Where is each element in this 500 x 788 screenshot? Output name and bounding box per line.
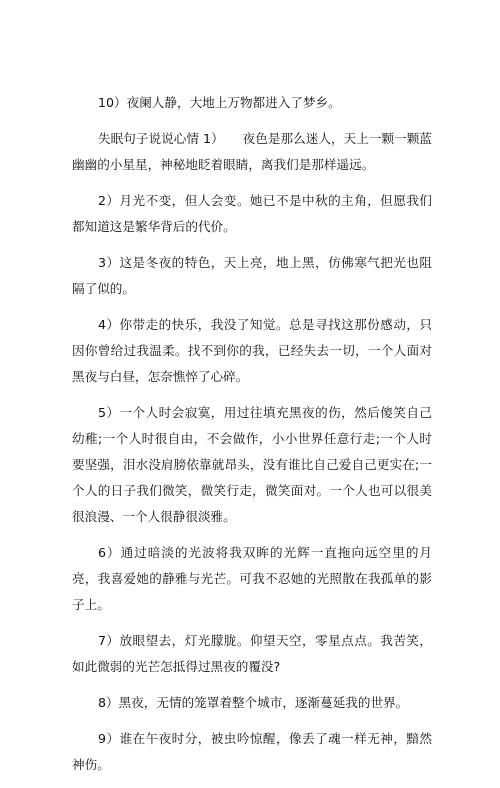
paragraph-1: 失眠句子说说心情 1） 夜色是那么迷人，天上一颗一颗蓝幽幽的小星星，神秘地眨着眼睛，离我们是那样遥远。 <box>72 131 432 172</box>
paragraph-5: 5）一个人时会寂寞，用过往填充黑夜的伤，然后傻笑自己幼稚;一个人时很自由，不会做作，小小世界任意行走;一个人时要坚强，泪水没肩膀依靠就昂头，没有谁比自己爱自己更实在;一个人的日子我们微笑，微笑行走，微笑面对。一个人也可以很美很浪漫、一个人很静很淡雅。 <box>72 405 432 524</box>
paragraph-9: 9）谁在午夜时分，被虫吟惊醒，像丢了魂一样无神，黯然神伤。 <box>72 731 432 772</box>
document-body <box>72 90 432 788</box>
paragraph-4: 4）你带走的快乐，我没了知觉。总是寻找这那份感动，只因你曾给过我温柔。找不到你的我，已经失去一切，一个人面对黑夜与白昼，怎奈憔悴了心碎。 <box>72 317 432 384</box>
paragraph-2: 2）月光不变，但人会变。她已不是中秋的主角，但愿我们都知道这是繁华背后的代价。 <box>72 193 432 234</box>
paragraph-6: 6）通过暗淡的光波将我双眸的光辉一直拖向远空里的月亮，我喜爱她的静雅与光芒。可我不忍她的光照散在我孤单的影子上。 <box>72 545 432 612</box>
paragraph-7: 7）放眼望去，灯光朦胧。仰望天空，零星点点。我苦笑，如此微弱的光芒怎抵得过黑夜的覆没? <box>72 633 432 674</box>
paragraph-10: 10）夜阑人静，大地上万物都进入了梦乡。 <box>98 95 341 110</box>
paragraph-8: 8）黑夜，无情的笼罩着整个城市，逐渐蔓延我的世界。 <box>98 695 409 710</box>
paragraph-3: 3）这是冬夜的特色，天上亮，地上黑，仿佛寒气把光也阻隔了似的。 <box>72 255 432 296</box>
